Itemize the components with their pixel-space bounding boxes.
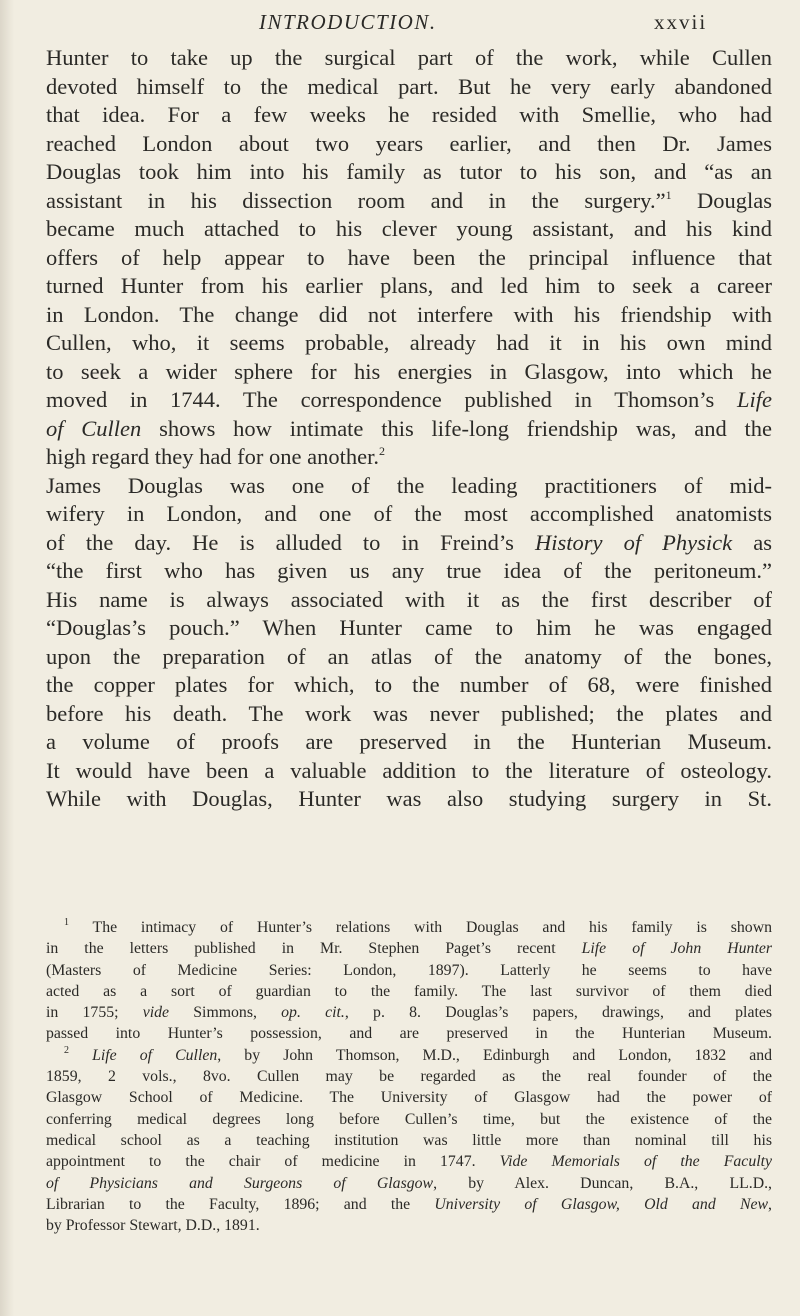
text-line: that idea. For a few weeks he resided with Smellie, who had — [46, 102, 772, 127]
text-line: became much attached to his clever young assistant, and his kind — [46, 216, 772, 241]
main-text — [46, 44, 772, 814]
text-line: wifery in London, and one of the most accomplished anatomists — [46, 501, 772, 526]
text-run: assistant in his dissection room and in the surgery.” — [46, 187, 666, 213]
book-title: University of Glasgow, Old and New — [434, 1195, 769, 1213]
text-run: high regard they had for one another. — [46, 444, 380, 469]
text-line: Hunter to take up the surgical part of the work, while Cullen — [46, 45, 772, 70]
book-title: Vide Memorials of the Faculty — [499, 1153, 772, 1171]
book-title: Life — [736, 387, 772, 412]
text-line: upon the preparation of an atlas of the anatomy of the bones, — [46, 643, 772, 669]
footnote-ref-1: 1 — [665, 187, 672, 202]
text-line: the copper plates for which, to the number of 68, were finished — [46, 672, 772, 697]
latin-term: op. cit. — [281, 1004, 345, 1022]
text-line: “Douglas’s pouch.” When Hunter came to him he was engaged — [46, 615, 772, 640]
footnote-ref-2: 2 — [379, 444, 386, 458]
text-run: , p. 8. Douglas’s papers, drawings, and plates — [344, 1004, 772, 1022]
text-run: , by Alex. Duncan, B.A., LL.D., — [433, 1174, 772, 1192]
footnote-line: 1859, 2 vols., 8vo. Cullen may be regarded as the real founder of the — [46, 1068, 772, 1086]
text-line: before his death. The work was never published; the plates and — [46, 700, 772, 726]
text-line: “the first who has given us any true idea of the peritoneum.” — [46, 558, 772, 583]
footnote-2-line — [46, 1045, 772, 1066]
latin-term: vide — [142, 1004, 170, 1022]
footnote-marker-2: 2 — [64, 1044, 69, 1056]
footnote-line — [46, 1002, 772, 1023]
text-line: reached London about two years earlier, and then Dr. James — [46, 130, 772, 156]
text-run: of the day. He is alluded to in Freind’s — [46, 529, 535, 555]
text-run: appointment to the chair of medicine in 1747. — [46, 1153, 500, 1171]
book-title: Life of John Hunter — [581, 940, 772, 958]
running-head — [0, 6, 800, 42]
text-line: in London. The change did not interfere with his friendship with — [46, 301, 772, 327]
book-title: Life of Cullen — [69, 1046, 218, 1064]
text-line: Cullen, who, it seems probable, already had it in his own mind — [46, 330, 772, 355]
footnote-line: passed into Hunter’s possession, and are preserved in the Hunterian Museum. — [46, 1025, 772, 1043]
text-line: to seek a wider sphere for his energies in Glasgow, into which he — [46, 358, 772, 384]
text-line — [46, 187, 772, 216]
footnote-marker-1: 1 — [64, 917, 69, 928]
footnote-line: acted as a sort of guardian to the family. The last survivor of them died — [46, 982, 772, 1000]
footnote-line: Glasgow School of Medicine. The University of Glasgow had the power of — [46, 1089, 772, 1107]
text-run: moved in 1744. The correspondence published in Thomson’s — [46, 387, 737, 412]
text-run: as — [732, 529, 772, 555]
text-run: Douglas — [671, 187, 772, 213]
book-title: of Cullen — [46, 415, 142, 441]
text-run: Simmons, — [169, 1004, 282, 1022]
text-run: Librarian to the Faculty, 1896; and the — [46, 1195, 435, 1213]
page-number: xxvii — [654, 10, 708, 34]
text-line: James Douglas was one of the leading practitioners of mid- — [46, 472, 772, 498]
footnotes — [46, 917, 772, 1236]
text-line: devoted himself to the medical part. But he very early abandoned — [46, 73, 772, 99]
footnote-1-line — [46, 917, 772, 938]
footnote-line — [46, 1194, 772, 1215]
text-run: , — [768, 1195, 772, 1213]
footnote-line: medical school as a teaching institution was little more than nominal till his — [46, 1131, 772, 1149]
book-title: of Physicians and Surgeons of Glasgow — [46, 1174, 434, 1192]
text-line: a volume of proofs are preserved in the Hunterian Museum. — [46, 729, 772, 754]
text-run: , by John Thomson, M.D., Edinburgh and London, 1832 and — [217, 1046, 772, 1064]
footnote-line — [46, 1173, 772, 1194]
text-run: The intimacy of Hunter’s relations with Douglas and his family is shown — [69, 919, 772, 936]
text-run: shows how intimate this life-long friendship was, and the — [141, 415, 772, 441]
text-line: turned Hunter from his earlier plans, and led him to seek a career — [46, 273, 772, 298]
paragraph-end-line — [46, 443, 772, 472]
book-title: History of Physick — [534, 529, 733, 555]
text-line: offers of help appear to have been the principal influence that — [46, 244, 772, 270]
text-line: His name is always associated with it as the first describer of — [46, 586, 772, 612]
text-line — [46, 529, 772, 558]
text-line: It would have been a valuable addition to the literature of osteology. — [46, 757, 772, 783]
footnote-line — [46, 938, 772, 959]
footnote-line: conferring medical degrees long before Cullen’s time, but the existence of the — [46, 1110, 772, 1128]
text-line — [46, 386, 772, 415]
text-line — [46, 415, 772, 444]
text-line: Douglas took him into his family as tutor to his son, and “as an — [46, 159, 772, 184]
page-gutter-shadow — [0, 0, 14, 1316]
text-line: While with Douglas, Hunter was also studying surgery in St. — [46, 786, 772, 811]
footnote-line — [46, 1151, 772, 1172]
footnote-line: (Masters of Medicine Series: London, 1897). Latterly he seems to have — [46, 961, 772, 979]
text-run: in 1755; — [46, 1004, 143, 1022]
text-run: in the letters published in Mr. Stephen Paget’s recent — [46, 940, 582, 958]
running-head-title: INTRODUCTION. — [259, 10, 437, 34]
footnote-line: by Professor Stewart, D.D., 1891. — [46, 1217, 260, 1235]
